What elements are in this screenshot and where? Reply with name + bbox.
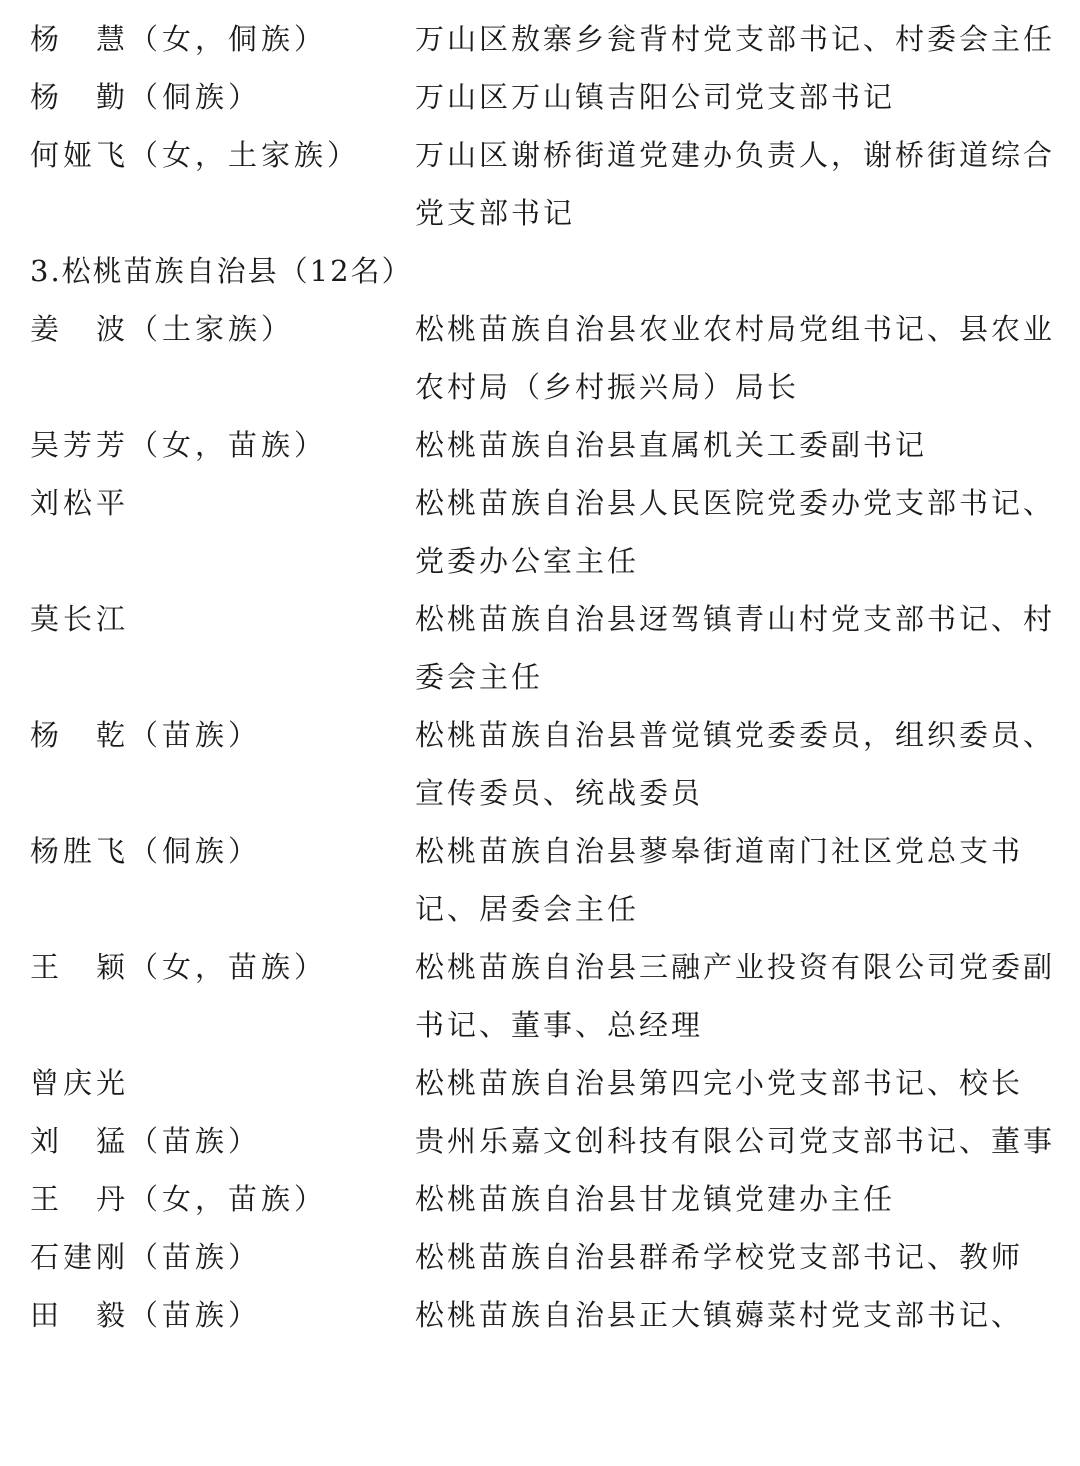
person-position: 松桃苗族自治县迓驾镇青山村党支部书记、村委会主任 xyxy=(415,602,1056,694)
list-item xyxy=(0,822,1080,938)
person-position: 松桃苗族自治县人民医院党委办党支部书记、党委办公室主任 xyxy=(415,486,1056,578)
list-item xyxy=(0,126,1080,242)
list-item xyxy=(0,1054,1080,1112)
person-position: 松桃苗族自治县蓼皋街道南门社区党总支书记、居委会主任 xyxy=(415,834,1024,926)
person-position: 松桃苗族自治县第四完小党支部书记、校长 xyxy=(415,1066,1024,1100)
person-name: 田 毅（苗族） xyxy=(30,1298,262,1332)
document-page xyxy=(0,10,1080,1344)
list-item xyxy=(0,590,1080,706)
person-name: 姜 波（土家族） xyxy=(30,312,295,346)
person-position: 松桃苗族自治县普觉镇党委委员，组织委员、宣传委员、统战委员 xyxy=(415,718,1056,810)
person-name: 刘 猛（苗族） xyxy=(30,1124,262,1158)
person-position: 万山区谢桥街道党建办负责人，谢桥街道综合党支部书记 xyxy=(415,138,1056,230)
list-item xyxy=(0,1228,1080,1286)
list-item xyxy=(0,300,1080,416)
list-item xyxy=(0,706,1080,822)
person-name: 杨 勤（侗族） xyxy=(30,80,262,114)
person-name: 曾庆光 xyxy=(30,1066,130,1100)
list-item xyxy=(0,416,1080,474)
section-heading: 3.松桃苗族自治县（12名） xyxy=(30,254,413,288)
list-item xyxy=(0,1112,1080,1170)
person-name: 杨 乾（苗族） xyxy=(30,718,262,752)
person-position: 松桃苗族自治县直属机关工委副书记 xyxy=(415,428,928,462)
person-name: 杨胜飞（侗族） xyxy=(30,834,262,868)
person-position: 万山区万山镇吉阳公司党支部书记 xyxy=(415,80,896,114)
person-position: 松桃苗族自治县正大镇薅菜村党支部书记、 xyxy=(415,1298,1024,1332)
person-position: 松桃苗族自治县群希学校党支部书记、教师 xyxy=(415,1240,1024,1274)
list-item xyxy=(0,1170,1080,1228)
list-item xyxy=(0,1286,1080,1344)
list-item xyxy=(0,938,1080,1054)
person-name: 石建刚（苗族） xyxy=(30,1240,262,1274)
person-name: 王 丹（女，苗族） xyxy=(30,1182,328,1216)
person-name: 莫长江 xyxy=(30,602,130,636)
person-position: 松桃苗族自治县甘龙镇党建办主任 xyxy=(415,1182,896,1216)
person-name: 何娅飞（女，土家族） xyxy=(30,138,361,172)
person-name: 刘松平 xyxy=(30,486,130,520)
person-position: 贵州乐嘉文创科技有限公司党支部书记、董事 xyxy=(415,1124,1056,1158)
list-item xyxy=(0,474,1080,590)
person-name: 吴芳芳（女，苗族） xyxy=(30,428,328,462)
person-name: 杨 慧（女，侗族） xyxy=(30,22,328,56)
list-item xyxy=(0,10,1080,68)
person-position: 万山区敖寨乡瓮背村党支部书记、村委会主任 xyxy=(415,22,1056,56)
list-item xyxy=(0,68,1080,126)
person-name: 王 颖（女，苗族） xyxy=(30,950,328,984)
person-position: 松桃苗族自治县农业农村局党组书记、县农业农村局（乡村振兴局）局长 xyxy=(415,312,1056,404)
person-position: 松桃苗族自治县三融产业投资有限公司党委副书记、董事、总经理 xyxy=(415,950,1056,1042)
